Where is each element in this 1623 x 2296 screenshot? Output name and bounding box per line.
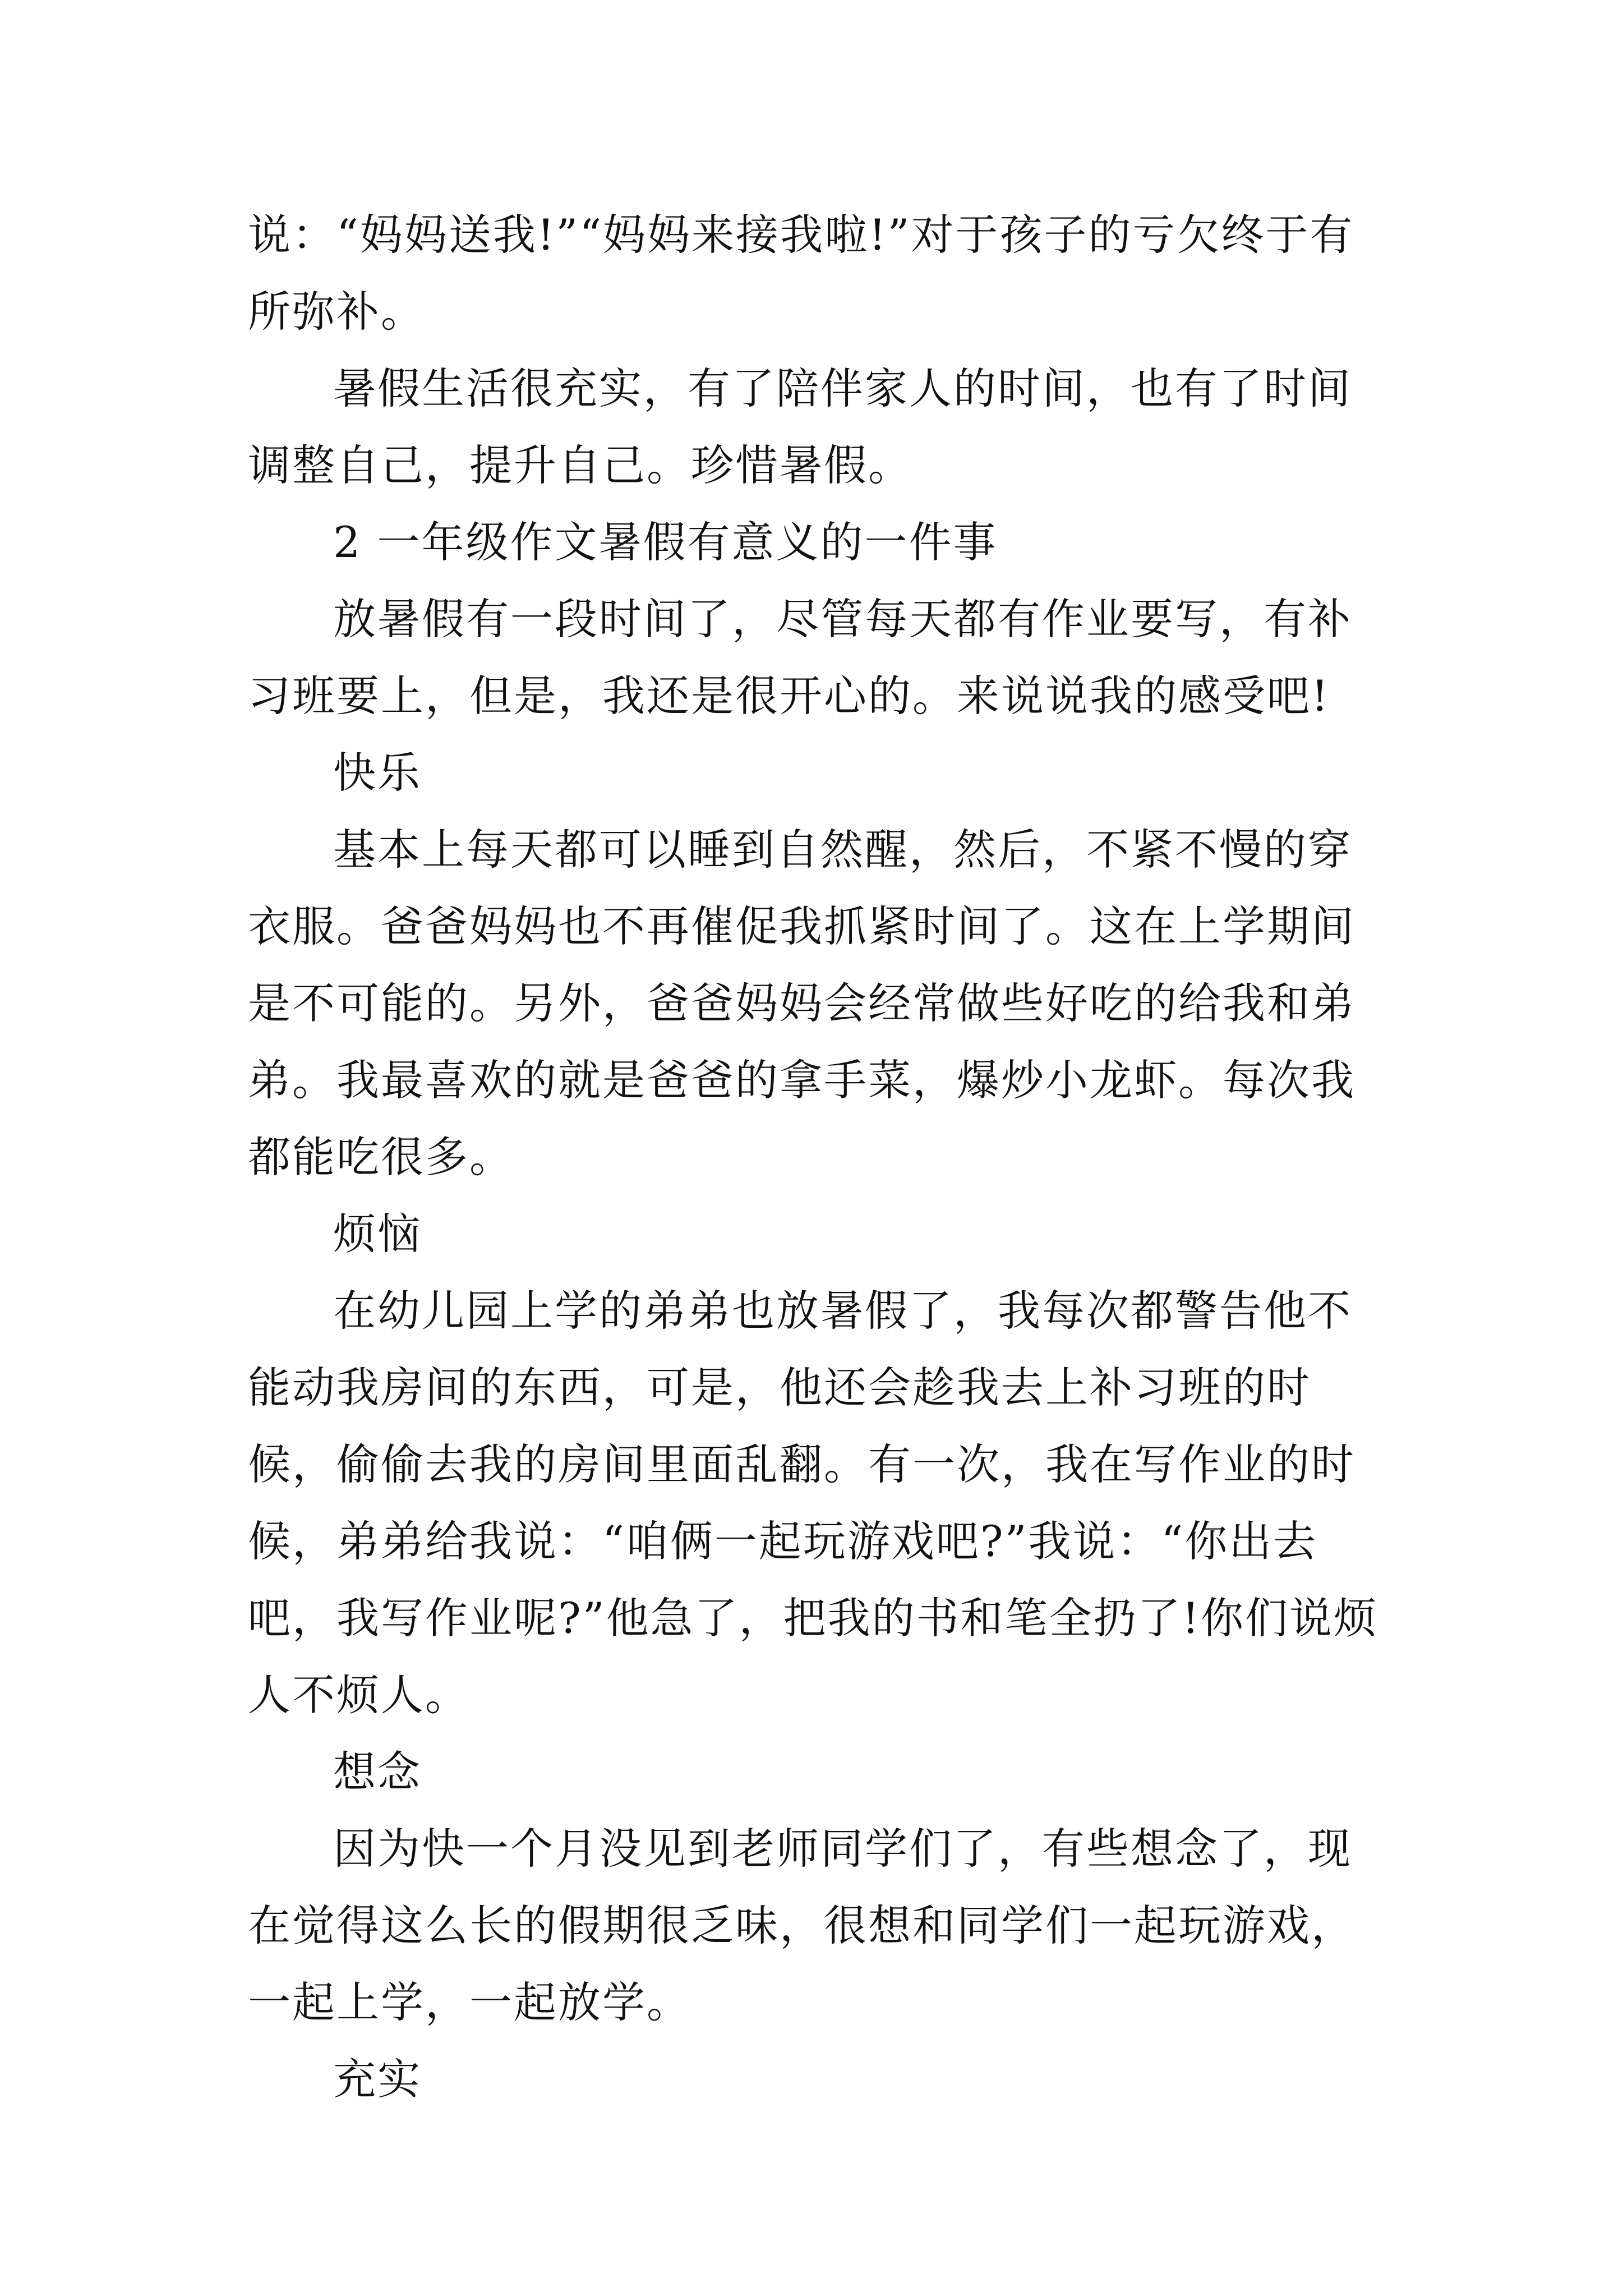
document-body: [248, 196, 1392, 2118]
paragraph-happy: 基本上每天都可以睡到自然醒，然后，不紧不慢的穿衣服。爸爸妈妈也不再催促我抓紧时间了。这在上学期间是不可能的。另外，爸爸妈妈会经常做些好吃的给我和弟弟。我最喜欢的就是爸爸的拿手菜，爆炒小龙虾。每次我都能吃很多。: [248, 825, 1355, 1182]
paragraph-1: 说：“妈妈送我!”“妈妈来接我啦!”对于孩子的亏欠终于有所弥补。: [248, 210, 1354, 337]
paragraph-intro: 放暑假有一段时间了，尽管每天都有作业要写，有补习班要上，但是，我还是很开心的。来说说我的感受吧!: [248, 594, 1352, 721]
paragraph-troubles: 在幼儿园上学的弟弟也放暑假了，我每次都警告他不能动我房间的东西，可是，他还会趁我去上补习班的时候，偷偷去我的房间里面乱翻。有一次，我在写作业的时候，弟弟给我说：“咱俩一起玩游戏吧?”我说：“你出去吧，我写作业呢?”他急了，把我的书和笔全扔了!你们说烦人不烦人。: [248, 1286, 1378, 1720]
subheading-happy: 快乐: [333, 748, 422, 798]
subheading-troubles: 烦恼: [333, 1209, 422, 1259]
subheading-missing: 想念: [333, 1747, 422, 1797]
paragraph-2: 暑假生活很充实，有了陪伴家人的时间，也有了时间调整自己，提升自己。珍惜暑假。: [248, 364, 1352, 490]
subheading-fulfilling: 充实: [333, 2054, 422, 2104]
paragraph-missing: 因为快一个月没见到老师同学们了，有些想念了，现在觉得这么长的假期很乏味，很想和同学们一起玩游戏，一起上学，一起放学。: [248, 1824, 1355, 2027]
section-title: 2 一年级作文暑假有意义的一件事: [333, 517, 998, 567]
